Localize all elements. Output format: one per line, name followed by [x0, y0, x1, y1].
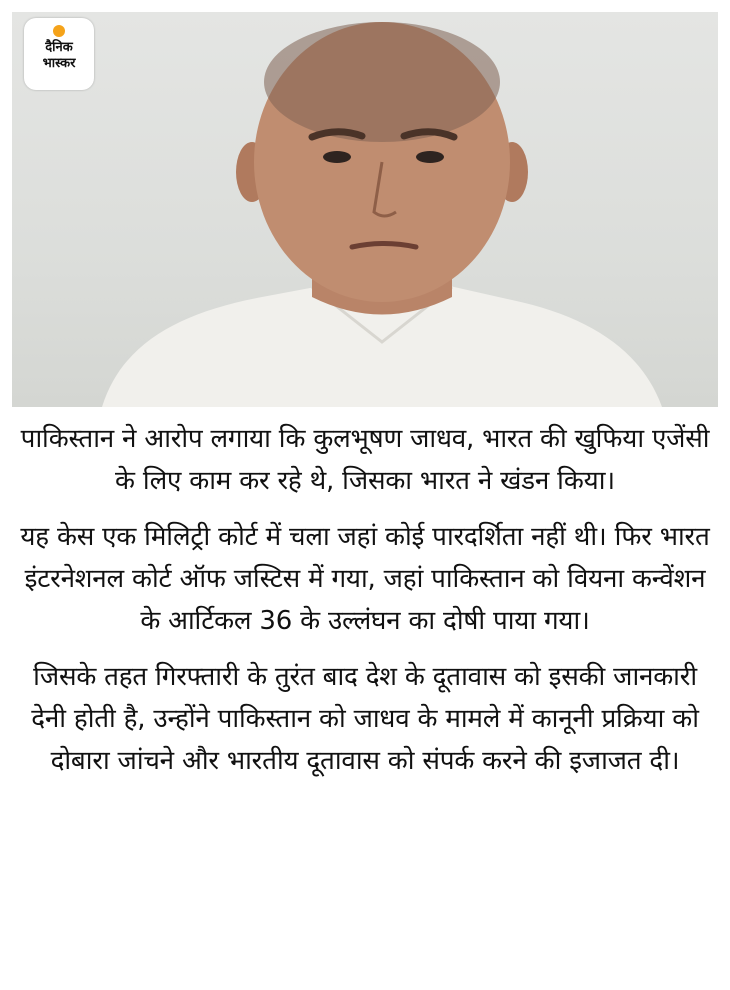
logo-text-line2: भास्कर [42, 56, 76, 71]
article-text [20, 418, 710, 782]
paragraph-3: जिसके तहत गिरफ्तारी के तुरंत बाद देश के दूतावास को इसकी जानकारी देनी होती है, उन्होंने पाकिस्तान को जाधव के मामले में कानूनी प्रक्रिया को दोबारा जांचने और भारतीय दूतावास को संपर्क करने की इजाजत दी। [31, 662, 699, 776]
portrait-photo [12, 12, 718, 407]
paragraph-1: पाकिस्तान ने आरोप लगाया कि कुलभूषण जाधव, भारत की खुफिया एजेंसी के लिए काम कर रहे थे, जिसका भारत ने खंडन किया। [20, 424, 710, 496]
logo-sun-icon [53, 25, 65, 37]
logo-text-line1: दैनिक [45, 40, 73, 55]
portrait-illustration [12, 12, 718, 407]
dainik-bhaskar-logo [24, 18, 94, 90]
paragraph-2: यह केस एक मिलिट्री कोर्ट में चला जहां कोई पारदर्शिता नहीं थी। फिर भारत इंटरनेशनल कोर्ट ऑफ जस्टिस में गया, जहां पाकिस्तान को वियना कन्वेंशन के आर्टिकल 36 के उल्लंघन का दोषी पाया गया। [20, 522, 710, 636]
